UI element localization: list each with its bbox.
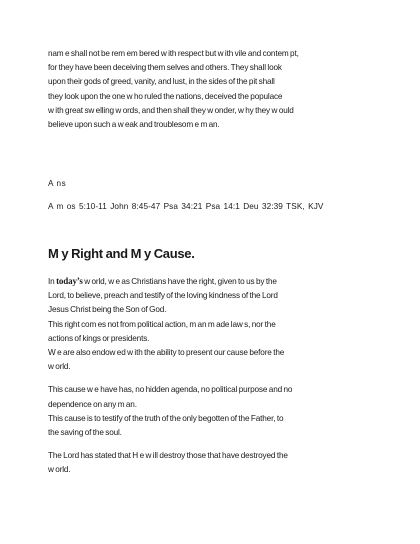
text-fragment: w orld, w e as Christians have the right, given to us by the xyxy=(82,277,277,286)
answer-block xyxy=(48,178,388,213)
text-line: w orld. xyxy=(48,362,71,372)
text-line: Lord, to believe, preach and testify of the loving kindness of the Lord xyxy=(48,291,278,301)
text-line: This right com es not from political action, m an m ade law s, nor the xyxy=(48,319,276,329)
text-line: for they have been deceiving them selves and others. They shall look xyxy=(48,63,282,73)
section-body xyxy=(48,274,388,478)
text-line: The Lord has stated that H e w ill destroy those that have destroyed the xyxy=(48,451,288,461)
text-line: nam e shall not be rem em bered w ith respect but w ith vile and contem pt, xyxy=(48,49,299,58)
text-line: they look upon the one w ho ruled the nations, deceived the populace xyxy=(48,91,283,101)
section-title: M y Right and M y Cause. xyxy=(48,246,195,262)
text-line: w ith great sw elling w ords, and then shall they w onder, w hy they w ould xyxy=(48,105,294,115)
document-page xyxy=(48,47,388,478)
emphasized-word: today’s xyxy=(56,276,83,286)
text-line: upon their gods of greed, vanity, and lust, in the sides of the pit shall xyxy=(48,77,275,87)
text-line: W e are also endow ed w ith the ability to present our cause before the xyxy=(48,348,285,358)
scripture-references: A m os 5:10-11 John 8:45-47 Psa 34:21 Psa 14:1 Deu 32:39 TSK, KJV xyxy=(48,202,324,212)
text-fragment: In xyxy=(48,277,57,286)
text-line: Jesus Christ being the Son of God. xyxy=(48,305,167,315)
answer-label: A ns xyxy=(48,179,67,189)
text-line: This cause w e have has, no hidden agenda, no political purpose and no xyxy=(48,385,293,395)
text-line: dependence on any m an. xyxy=(48,399,137,409)
paragraph-gap xyxy=(48,374,388,383)
text-line xyxy=(48,274,388,289)
intro-paragraph xyxy=(48,47,388,132)
text-line: actions of kings or presidents. xyxy=(48,333,150,343)
text-line: w orld. xyxy=(48,465,71,475)
text-line: believe upon such a w eak and troublesom e m an. xyxy=(48,120,220,130)
paragraph-gap xyxy=(48,440,388,449)
text-line: the saving of the soul. xyxy=(48,428,122,438)
text-line: This cause is to testify of the truth of the only begotten of the Father, to xyxy=(48,413,284,423)
